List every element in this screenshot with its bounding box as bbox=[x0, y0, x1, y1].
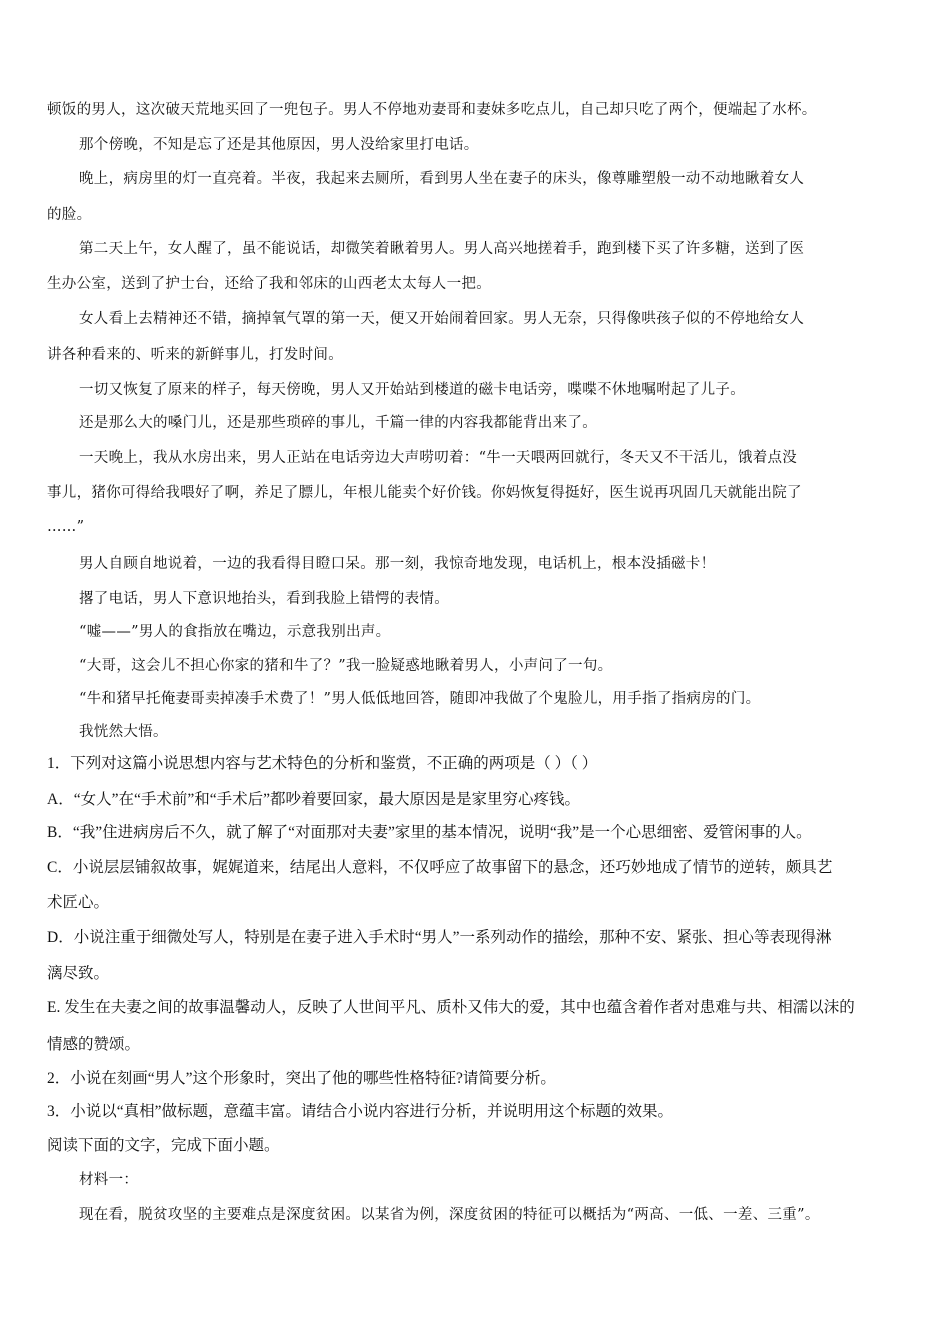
story-line: 的脸。 bbox=[47, 207, 92, 223]
story-line: 撂了电话，男人下意识地抬头，看到我脸上错愕的表情。 bbox=[79, 591, 449, 607]
question-1-option-a: A．“女人”在“手术前”和“手术后”都吵着要回家，最大原因是是家里穷心疼钱。 bbox=[47, 791, 580, 808]
story-line: 顿饭的男人，这次破天荒地买回了一兜包子。男人不停地劝妻哥和妻妹多吃点儿，自己却只吃了两个，便端起了水杯。 bbox=[47, 102, 817, 118]
reading-intro: 阅读下面的文字，完成下面小题。 bbox=[47, 1137, 280, 1154]
story-line: 生办公室，送到了护士台，还给了我和邻床的山西老太太每人一把。 bbox=[47, 276, 491, 292]
story-line: 晚上，病房里的灯一直亮着。半夜，我起来去厕所，看到男人坐在妻子的床头，像尊雕塑般一动不动地瞅着女人 bbox=[79, 171, 805, 187]
story-line: 第二天上午，女人醒了，虽不能说话，却微笑着瞅着男人。男人高兴地搓着手，跑到楼下买了许多糖，送到了医 bbox=[79, 241, 805, 257]
story-line: 女人看上去精神还不错，摘掉氧气罩的第一天，便又开始闹着回家。男人无奈，只得像哄孩子似的不停地给女人 bbox=[79, 311, 805, 327]
question-1-option-d-cont: 漓尽致。 bbox=[47, 965, 110, 982]
question-1-option-c: C．小说层层铺叙故事，娓娓道来，结尾出人意料，不仅呼应了故事留下的悬念，还巧妙地成了情节的逆转，颇具艺 bbox=[47, 859, 833, 876]
story-line: 还是那么大的嗓门儿，还是那些琐碎的事儿，千篇一律的内容我都能背出来了。 bbox=[79, 415, 597, 431]
story-line: 那个傍晚，不知是忘了还是其他原因，男人没给家里打电话。 bbox=[79, 137, 479, 153]
story-line: “大哥，这会儿不担心你家的猪和牛了？”我一脸疑惑地瞅着男人，小声问了一句。 bbox=[79, 658, 613, 674]
question-2: 2．小说在刻画“男人”这个形象时，突出了他的哪些性格特征?请简要分析。 bbox=[47, 1070, 556, 1087]
story-line: ……” bbox=[47, 519, 85, 535]
story-line: 一天晚上，我从水房出来，男人正站在电话旁边大声唠叨着：“牛一天喂两回就行，冬天又不干活儿，饿着点没 bbox=[79, 450, 798, 466]
question-3: 3．小说以“真相”做标题，意蕴丰富。请结合小说内容进行分析，并说明用这个标题的效果。 bbox=[47, 1103, 674, 1120]
question-1-option-c-cont: 术匠心。 bbox=[47, 894, 110, 911]
story-line: “牛和猪早托俺妻哥卖掉凑手术费了！”男人低低地回答，随即冲我做了个鬼脸儿，用手指了指病房的门。 bbox=[79, 691, 761, 707]
question-1-option-b: B．“我”住进病房后不久，就了解了“对面那对夫妻”家里的基本情况，说明“我”是一个心思细密、爱管闲事的人。 bbox=[47, 824, 812, 841]
story-line: 男人自顾自地说着，一边的我看得目瞪口呆。那一刻，我惊奇地发现，电话机上，根本没插磁卡！ bbox=[79, 556, 716, 572]
question-1-option-d: D．小说注重于细微处写人，特别是在妻子进入手术时“男人”一系列动作的描绘，那种不安、紧张、担心等表现得淋 bbox=[47, 929, 832, 946]
question-1-option-e-cont: 情感的赞颂。 bbox=[47, 1036, 141, 1053]
story-line: “嘘——”男人的食指放在嘴边，示意我别出声。 bbox=[79, 624, 391, 640]
material-text: 现在看，脱贫攻坚的主要难点是深度贫困。以某省为例，深度贫困的特征可以概括为“两高、一低、一差、三重”。 bbox=[79, 1207, 820, 1223]
story-line: 事儿，猪你可得给我喂好了啊，养足了膘儿，年根儿能卖个好价钱。你妈恢复得挺好，医生说再巩固几天就能出院了 bbox=[47, 485, 802, 501]
story-line: 讲各种看来的、听来的新鲜事儿，打发时间。 bbox=[47, 347, 343, 363]
story-line: 一切又恢复了原来的样子，每天傍晚，男人又开始站到楼道的磁卡电话旁，喋喋不休地嘱咐起了儿子。 bbox=[79, 382, 745, 398]
material-label: 材料一： bbox=[79, 1172, 139, 1188]
story-line: 我恍然大悟。 bbox=[79, 724, 168, 740]
question-1-option-e: E. 发生在夫妻之间的故事温馨动人，反映了人世间平凡、质朴又伟大的爱，其中也蕴含着作者对患难与共、相濡以沫的 bbox=[47, 999, 855, 1016]
question-1-stem: 1．下列对这篇小说思想内容与艺术特色的分析和鉴赏，不正确的两项是（ ）（ ） bbox=[47, 755, 598, 772]
